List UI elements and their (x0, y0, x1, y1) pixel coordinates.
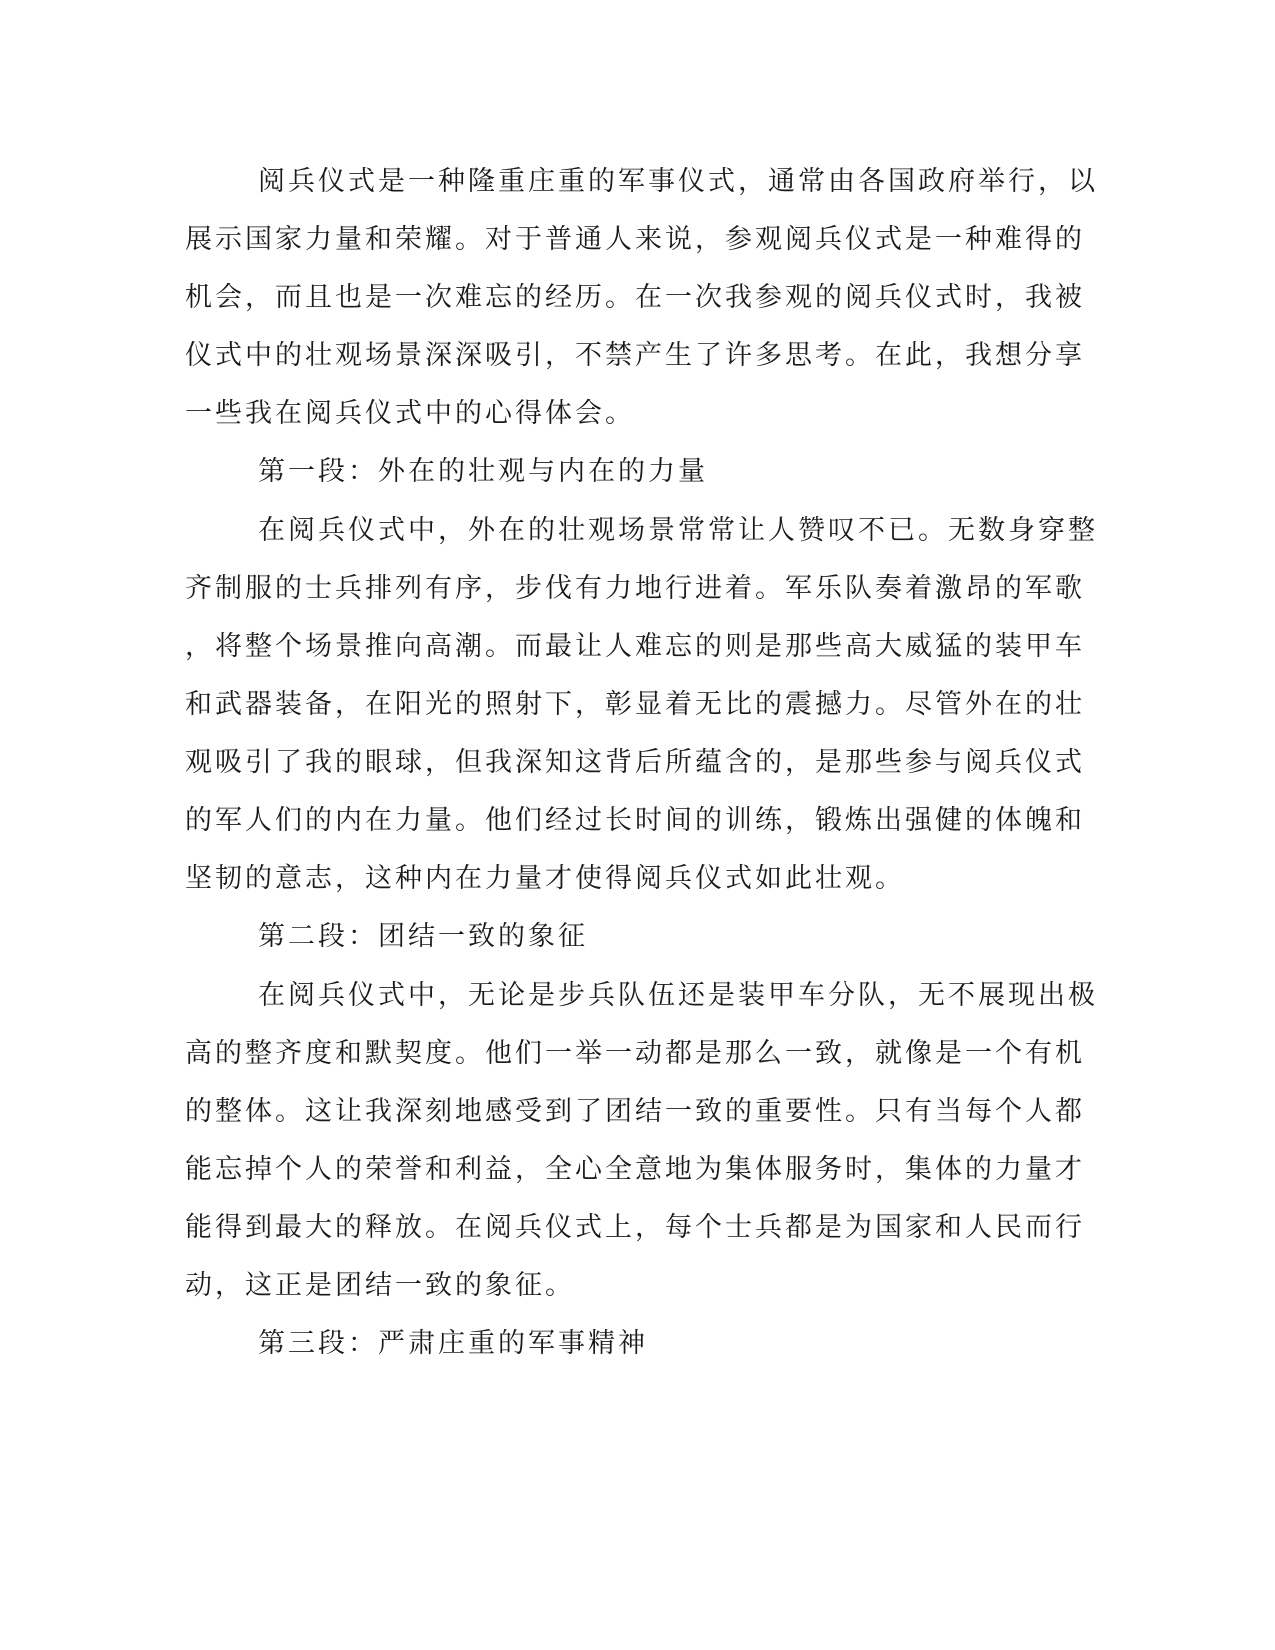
section-heading: 第三段：严肃庄重的军事精神 (258, 1328, 648, 1359)
paragraph-line: 坚韧的意志，这种内在力量才使得阅兵仪式如此壮观。 (185, 863, 905, 894)
paragraph-line: 在阅兵仪式中，外在的壮观场景常常让人赞叹不已。无数身穿整 (258, 515, 1098, 546)
paragraph-line: 展示国家力量和荣耀。对于普通人来说，参观阅兵仪式是一种难得的 (185, 224, 1085, 255)
paragraph-line: 一些我在阅兵仪式中的心得体会。 (185, 398, 635, 429)
paragraph-line: 观吸引了我的眼球，但我深知这背后所蕴含的，是那些参与阅兵仪式 (185, 747, 1085, 778)
paragraph-line: 动，这正是团结一致的象征。 (185, 1270, 575, 1301)
paragraph-line: 仪式中的壮观场景深深吸引，不禁产生了许多思考。在此，我想分享 (185, 340, 1085, 371)
paragraph-line: 机会，而且也是一次难忘的经历。在一次我参观的阅兵仪式时，我被 (185, 282, 1085, 313)
section-heading: 第二段：团结一致的象征 (258, 921, 588, 952)
paragraph-line: 的整体。这让我深刻地感受到了团结一致的重要性。只有当每个人都 (185, 1096, 1085, 1127)
paragraph-line: 高的整齐度和默契度。他们一举一动都是那么一致，就像是一个有机 (185, 1038, 1085, 1069)
paragraph-line: 在阅兵仪式中，无论是步兵队伍还是装甲车分队，无不展现出极 (258, 980, 1098, 1011)
paragraph-line: ，将整个场景推向高潮。而最让人难忘的则是那些高大威猛的装甲车 (185, 631, 1085, 662)
section-heading: 第一段：外在的壮观与内在的力量 (258, 456, 708, 487)
paragraph-line: 的军人们的内在力量。他们经过长时间的训练，锻炼出强健的体魄和 (185, 805, 1085, 836)
paragraph-line: 能忘掉个人的荣誉和利益，全心全意地为集体服务时，集体的力量才 (185, 1154, 1085, 1185)
paragraph-line: 齐制服的士兵排列有序，步伐有力地行进着。军乐队奏着激昂的军歌 (185, 573, 1085, 604)
paragraph-line: 和武器装备，在阳光的照射下，彰显着无比的震撼力。尽管外在的壮 (185, 689, 1085, 720)
paragraph-line: 阅兵仪式是一种隆重庄重的军事仪式，通常由各国政府举行，以 (258, 166, 1098, 197)
paragraph-line: 能得到最大的释放。在阅兵仪式上，每个士兵都是为国家和人民而行 (185, 1212, 1085, 1243)
